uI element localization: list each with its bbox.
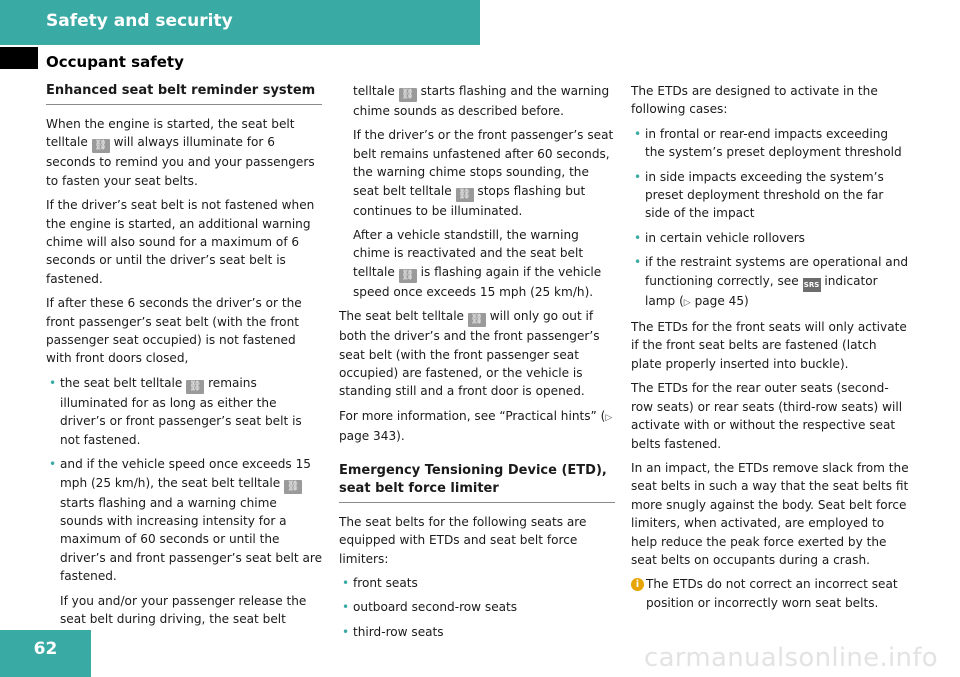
column-1	[46, 82, 322, 634]
paragraph: When the engine is started, the seat belt telltale ⛓ will always illuminate for 6 seconds to remind you and your passengers to fasten your seat belts.	[46, 117, 315, 188]
seat-belt-telltale-icon: ⛓	[468, 313, 486, 327]
paragraph: If the driver’s seat belt is not fastened when the engine is started, an additional warning chime will also sound for a maximum of 6 seconds or until the driver’s seat belt is fastened.	[46, 198, 315, 286]
bullet-icon: •	[342, 575, 350, 590]
bullet-icon: •	[634, 126, 642, 141]
bullet-icon: •	[49, 375, 57, 390]
bullet-icon: •	[634, 255, 642, 270]
paragraph: If after these 6 seconds the driver’s or the front passenger’s seat belt (with the front passenger seat occupied) is not fastened with front doors closed,	[46, 296, 302, 366]
paragraph: For more information, see “Practical hints” (▷ page 343).	[339, 408, 613, 444]
paragraph: The seat belt telltale ⛓ will only go out if both the driver’s and the front passenger’s seat belt (with the front passenger seat occupied) are fastened, or the vehicle is standing still and a front door is opened.	[339, 309, 600, 399]
info-note: i The ETDs do not correct an incorrect seat position or incorrectly worn seat belts.	[631, 575, 909, 612]
list-item: • third-row seats	[339, 623, 615, 641]
paragraph: After a vehicle standstill, the warning chime is reactivated and the seat belt telltale ⛓ is flashing again if the vehicle speed once exceeds 15 mph (25 km/h).	[353, 228, 602, 299]
bullet-icon: •	[342, 624, 350, 639]
bullet-icon: •	[49, 457, 57, 472]
paragraph: In an impact, the ETDs remove slack from the seat belts in such a way that the seat belts fit more snugly against the body. Seat belt force limiters, when activated, are employed to help reduce the peak force exerted by the seat belts on occupants during a crash.	[631, 460, 909, 567]
paragraph: The ETDs are designed to activate in the following cases:	[631, 84, 878, 117]
paragraph: If the driver’s or the front passenger’s seat belt remains unfastened after 60 seconds, the warning chime stops sounding, the seat belt telltale ⛓ stops flashing but continues to be illuminated.	[353, 128, 614, 218]
list-item: • front seats	[339, 574, 615, 592]
watermark: carmanualsonline.info	[643, 643, 938, 673]
info-icon: i	[631, 578, 644, 591]
page-ref-icon: ▷	[683, 297, 691, 308]
seat-belt-telltale-icon: ⛓	[456, 188, 474, 202]
paragraph: telltale ⛓ starts flashing and the warning chime sounds as described before.	[353, 84, 610, 118]
list-item: • in frontal or rear-end impacts exceeding the system’s preset deployment threshold	[634, 126, 902, 160]
bullet-icon: •	[634, 230, 642, 245]
list-item: • if the restraint systems are operational and functioning correctly, see SRS indicator lamp (▷ page 45)	[634, 255, 909, 308]
corner-marker	[0, 47, 38, 69]
bullet-icon: •	[342, 600, 350, 615]
seat-belt-telltale-icon: ⛓	[399, 269, 417, 283]
bullet-icon: •	[634, 169, 642, 184]
column-3	[631, 82, 909, 618]
heading-etd: Emergency Tensioning Device (ETD), seat belt force limiter	[339, 462, 615, 503]
paragraph: The ETDs for the rear outer seats (second-row seats) or rear seats (third-row seats) will activate with or without the respective seat belts fastened.	[631, 381, 903, 451]
list-item: • the seat belt telltale ⛓ remains illuminated for as long as either the driver’s or front passenger’s seat belt is not fastened.	[49, 375, 302, 447]
seat-belt-telltale-icon: ⛓	[399, 88, 417, 102]
paragraph: The seat belts for the following seats are equipped with ETDs and seat belt force limiters:	[339, 514, 587, 566]
heading-seat-belt-reminder: Enhanced seat belt reminder system	[46, 82, 322, 105]
column-2	[339, 82, 615, 647]
seat-belt-telltale-icon: ⛓	[284, 480, 302, 494]
seat-belt-telltale-icon: ⛓	[186, 380, 204, 394]
section-title: Safety and security	[46, 11, 233, 31]
paragraph: If you and/or your passenger release the seat belt during driving, the seat belt	[60, 593, 307, 626]
list-item: • in side impacts exceeding the system’s preset deployment threshold on the far side of the impact	[634, 169, 884, 221]
page-subtitle: Occupant safety	[46, 53, 184, 71]
srs-icon: SRS	[803, 278, 821, 292]
list-item: • and if the vehicle speed once exceeds 15 mph (25 km/h), the seat belt telltale ⛓ starts flashing and a warning chime sounds with increasing intensity for a maximum of 60 seconds or until the driver’s and front passenger’s seat belt are fastened.	[49, 457, 323, 584]
paragraph: The ETDs for the front seats will only activate if the front seat belts are fastened (latch plate properly inserted into buckle).	[631, 320, 907, 371]
page-link[interactable]: page 343).	[339, 429, 405, 444]
page-number: 62	[33, 639, 58, 659]
seat-belt-telltale-icon: ⛓	[92, 139, 110, 153]
page-ref-icon: ▷	[605, 412, 613, 423]
list-item: • in certain vehicle rollovers	[631, 229, 909, 247]
page-link[interactable]: page 45)	[694, 293, 749, 308]
list-item: • outboard second-row seats	[339, 598, 615, 616]
